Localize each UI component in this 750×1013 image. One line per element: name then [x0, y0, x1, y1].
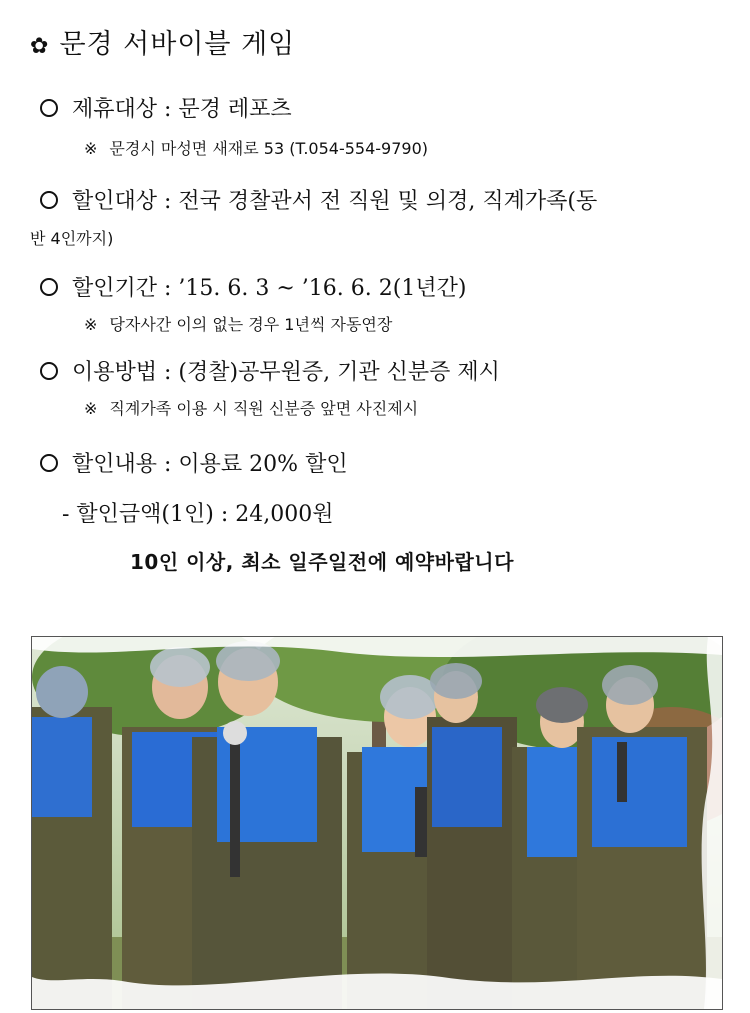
reservation-notice: 10인 이상, 최소 일주일전에 예약바랍니다 [130, 550, 514, 574]
item-label: 제휴대상 [72, 97, 158, 122]
circle-bullet-icon [40, 278, 58, 296]
item-discount: 할인내용 : 이용료 20% 할인 [40, 447, 348, 478]
item-method: 이용방법 : (경찰)공무원증, 기관 신분증 제시 [40, 355, 500, 386]
item-label: 이용방법 [72, 360, 158, 385]
note-text: 당자사간 이의 없는 경우 1년씩 자동연장 [109, 315, 393, 334]
item-label: 할인내용 [72, 452, 158, 477]
address-text: 문경시 마성면 새재로 53 (T.054-554-9790) [109, 139, 429, 158]
group-photo-illustration [32, 637, 722, 1009]
item-note [84, 312, 392, 335]
circle-bullet-icon [40, 99, 58, 117]
circle-bullet-icon [40, 191, 58, 209]
item-note [84, 396, 418, 419]
note-text: 직계가족 이용 시 직원 신분증 앞면 사진제시 [109, 399, 419, 418]
reference-mark-icon: ※ [84, 315, 98, 334]
flower-icon: ✿ [30, 34, 50, 59]
item-value: (경찰)공무원증, 기관 신분증 제시 [178, 360, 500, 385]
item-value: 문경 레포츠 [178, 97, 292, 122]
item-label: 할인대상 [72, 189, 158, 214]
item-value-continued: 반 4인까지) [30, 229, 114, 248]
item-period: 할인기간 : ’15. 6. 3 ~ ’16. 6. 2(1년간) [40, 271, 466, 302]
discount-amount: - 할인금액(1인) : 24,000원 [62, 502, 334, 527]
page-title [30, 22, 295, 61]
reference-mark-icon: ※ [84, 399, 98, 418]
reference-mark-icon: ※ [84, 139, 98, 158]
page-title-text: 문경 서바이블 게임 [59, 29, 296, 60]
circle-bullet-icon [40, 362, 58, 380]
person [32, 666, 112, 1009]
circle-bullet-icon [40, 454, 58, 472]
item-value: ’15. 6. 3 ~ ’16. 6. 2(1년간) [178, 276, 467, 301]
group-photo [31, 636, 723, 1010]
item-target: 할인대상 : 전국 경찰관서 전 직원 및 의경, 직계가족(동 [40, 184, 597, 215]
item-value: 이용료 20% 할인 [178, 452, 348, 477]
item-value: 전국 경찰관서 전 직원 및 의경, 직계가족(동 [178, 189, 598, 214]
item-partner: 제휴대상 : 문경 레포츠 [40, 92, 292, 123]
item-note [84, 136, 428, 159]
item-label: 할인기간 [72, 276, 158, 301]
